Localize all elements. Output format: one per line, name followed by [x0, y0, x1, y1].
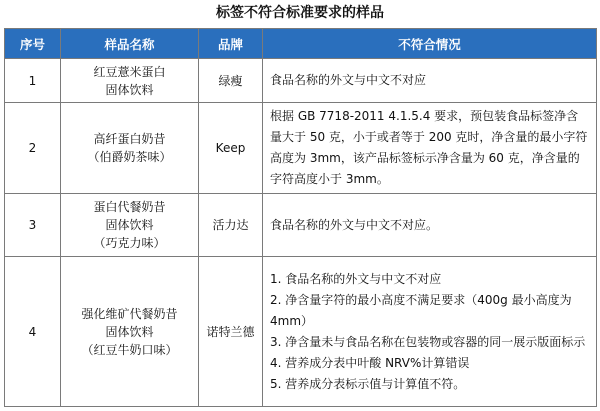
row-issue: 根据 GB 7718-2011 4.1.5.4 要求，预包装食品标签净含量大于 50 克，小于或者等于 200 克时，净含量的最小字符高度为 3mm，该产品标签标示净含量为 60 克，净含量的字符高度小于 3mm。	[263, 103, 597, 194]
row-no: 4	[5, 257, 61, 407]
table-row	[5, 257, 597, 407]
sample-table	[4, 28, 597, 407]
row-brand: 活力达	[199, 194, 263, 257]
table-row	[5, 59, 597, 103]
header-name: 样品名称	[61, 29, 199, 59]
issue-item: 2. 净含量字符的最小高度不满足要求（400g 最小高度为 4mm）	[270, 292, 572, 328]
header-brand: 品牌	[199, 29, 263, 59]
row-name: 高纤蛋白奶昔 （伯爵奶茶味）	[61, 103, 199, 194]
issue-item: 4. 营养成分表中叶酸 NRV%计算错误	[270, 355, 470, 370]
row-name: 强化维矿代餐奶昔 固体饮料 （红豆牛奶口味）	[61, 257, 199, 407]
table-title: 标签不符合标准要求的样品	[216, 5, 384, 21]
header-no: 序号	[5, 29, 61, 59]
row-name: 蛋白代餐奶昔 固体饮料 （巧克力味）	[61, 194, 199, 257]
table-row	[5, 103, 597, 194]
row-no: 2	[5, 103, 61, 194]
row-name: 红豆薏米蛋白 固体饮料	[61, 59, 199, 103]
row-no: 3	[5, 194, 61, 257]
issue-item: 3. 净含量未与食品名称在包装物或容器的同一展示版面标示	[270, 334, 586, 349]
row-no: 1	[5, 59, 61, 103]
header-row	[5, 29, 597, 59]
row-issue: 食品名称的外文与中文不对应。	[263, 194, 597, 257]
table-row	[5, 194, 597, 257]
row-issue	[263, 257, 597, 407]
header-issue: 不符合情况	[263, 29, 597, 59]
row-issue: 食品名称的外文与中文不对应	[263, 59, 597, 103]
row-brand: Keep	[199, 103, 263, 194]
issue-list	[270, 269, 588, 395]
issue-item: 5. 营养成分表标示值与计算值不符。	[270, 376, 466, 391]
row-brand: 绿瘦	[199, 59, 263, 103]
issue-item: 1. 食品名称的外文与中文不对应	[270, 271, 442, 286]
row-brand: 诺特兰德	[199, 257, 263, 407]
